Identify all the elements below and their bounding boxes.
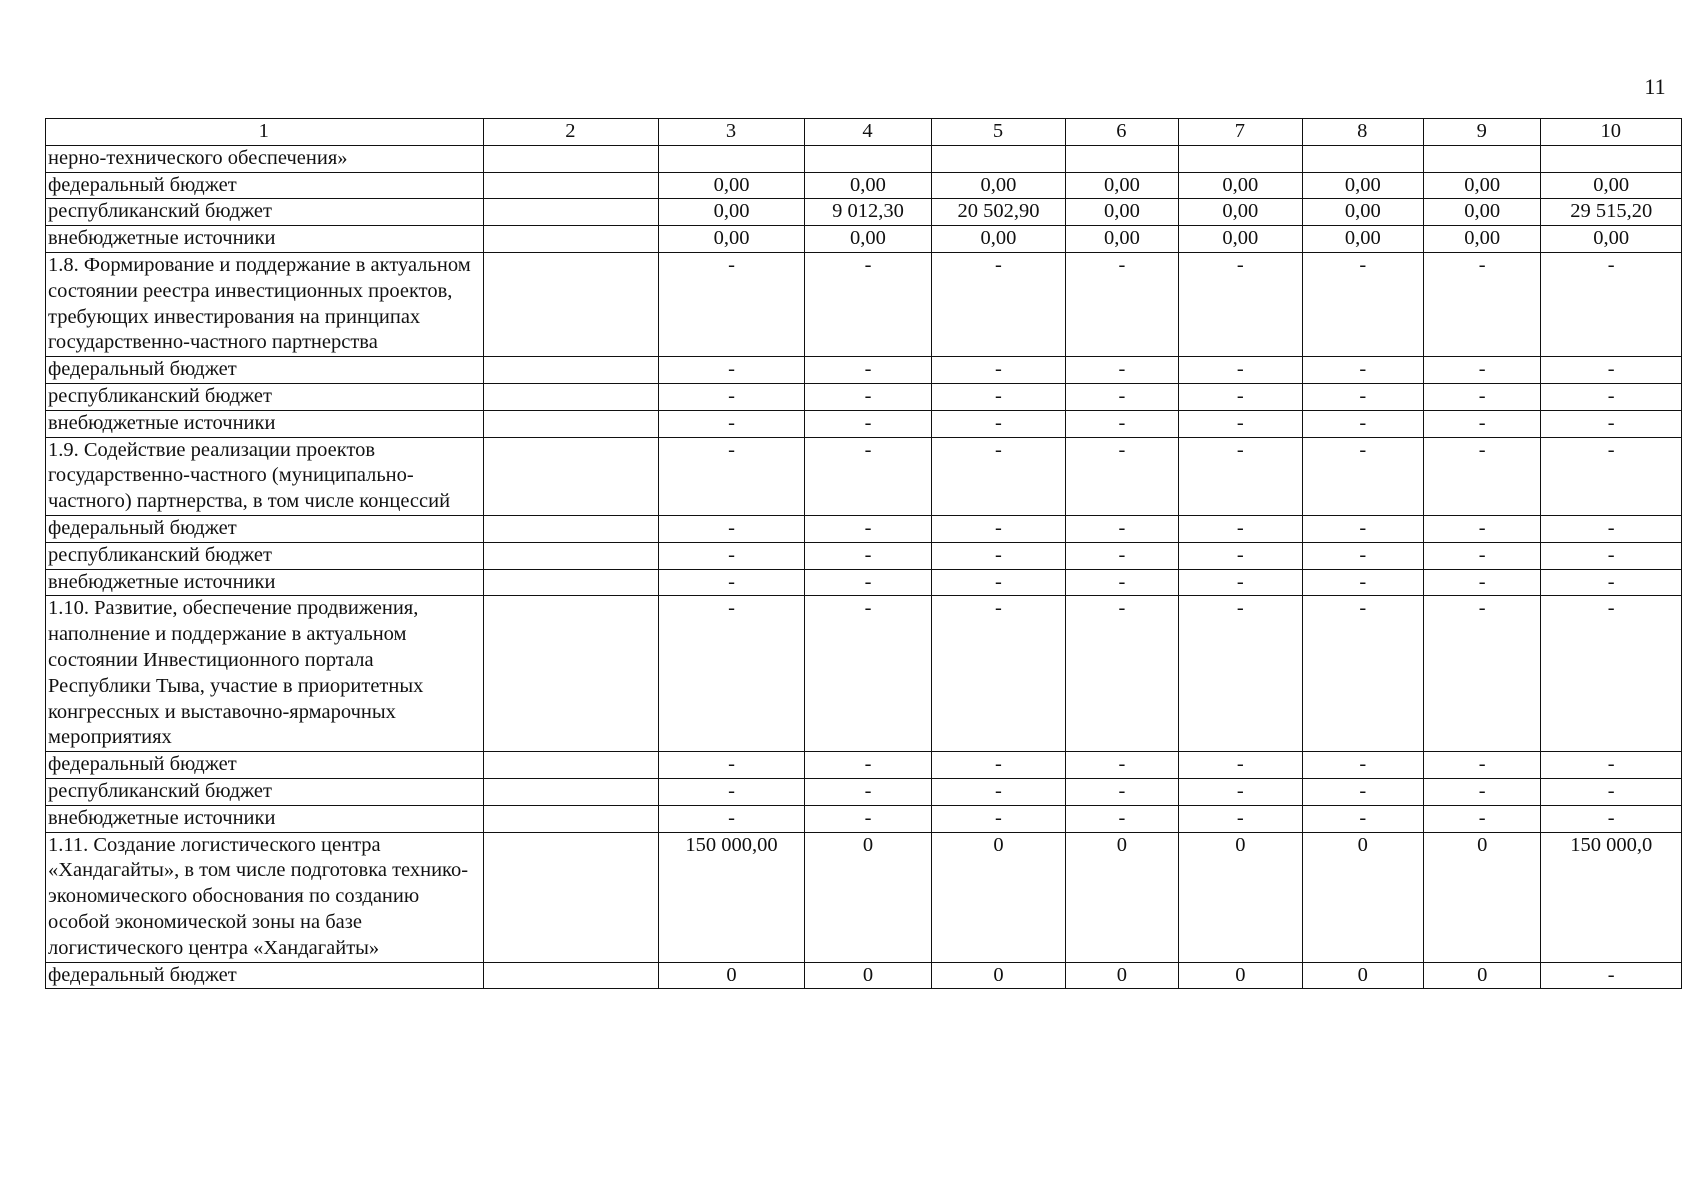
table-row bbox=[46, 199, 1682, 226]
value-cell-col3: 0 bbox=[659, 962, 805, 989]
value-cell-col6: 0,00 bbox=[1065, 199, 1178, 226]
table-header bbox=[46, 119, 1682, 146]
row-label: федеральный бюджет bbox=[46, 357, 484, 384]
row-col2-cell bbox=[483, 172, 659, 199]
value-cell-col5: - bbox=[932, 569, 1065, 596]
row-col2-cell bbox=[483, 437, 659, 515]
value-cell-col10: 150 000,0 bbox=[1541, 832, 1682, 962]
row-col2-cell bbox=[483, 199, 659, 226]
row-label: внебюджетные источники bbox=[46, 569, 484, 596]
value-cell-col10: - bbox=[1541, 410, 1682, 437]
value-cell-col10: 0,00 bbox=[1541, 172, 1682, 199]
value-cell-col7: - bbox=[1179, 596, 1302, 752]
value-cell-col6: 0,00 bbox=[1065, 226, 1178, 253]
value-cell-col10: 0,00 bbox=[1541, 226, 1682, 253]
value-cell-col6: - bbox=[1065, 752, 1178, 779]
row-label: федеральный бюджет bbox=[46, 515, 484, 542]
row-label: нерно-технического обеспечения» bbox=[46, 145, 484, 172]
table-row bbox=[46, 252, 1682, 356]
value-cell-col8: - bbox=[1302, 515, 1423, 542]
value-cell-col5: - bbox=[932, 596, 1065, 752]
value-cell-col10: - bbox=[1541, 752, 1682, 779]
value-cell-col6: - bbox=[1065, 437, 1178, 515]
row-label: 1.9. Содействие реализации проектов государственно-частного (муниципально-частного) партнерства, в том числе концессий bbox=[46, 437, 484, 515]
value-cell-col4: - bbox=[804, 778, 931, 805]
row-label: республиканский бюджет bbox=[46, 542, 484, 569]
value-cell-col10 bbox=[1541, 145, 1682, 172]
header-cell-7: 7 bbox=[1179, 119, 1302, 146]
table-row bbox=[46, 832, 1682, 962]
value-cell-col3: - bbox=[659, 515, 805, 542]
value-cell-col4: - bbox=[804, 252, 931, 356]
value-cell-col3: 150 000,00 bbox=[659, 832, 805, 962]
value-cell-col3: 0,00 bbox=[659, 226, 805, 253]
value-cell-col4: 0 bbox=[804, 962, 931, 989]
header-cell-2: 2 bbox=[483, 119, 659, 146]
row-label: федеральный бюджет bbox=[46, 752, 484, 779]
value-cell-col9: - bbox=[1423, 357, 1540, 384]
row-col2-cell bbox=[483, 778, 659, 805]
value-cell-col10: - bbox=[1541, 252, 1682, 356]
value-cell-col9: - bbox=[1423, 410, 1540, 437]
header-cell-5: 5 bbox=[932, 119, 1065, 146]
value-cell-col5: 0,00 bbox=[932, 226, 1065, 253]
header-row bbox=[46, 119, 1682, 146]
value-cell-col9: - bbox=[1423, 805, 1540, 832]
value-cell-col4: 0,00 bbox=[804, 226, 931, 253]
value-cell-col7: - bbox=[1179, 383, 1302, 410]
value-cell-col3: - bbox=[659, 383, 805, 410]
value-cell-col6: 0,00 bbox=[1065, 172, 1178, 199]
value-cell-col5: - bbox=[932, 778, 1065, 805]
table-row bbox=[46, 569, 1682, 596]
table-row bbox=[46, 805, 1682, 832]
row-col2-cell bbox=[483, 515, 659, 542]
value-cell-col7: - bbox=[1179, 805, 1302, 832]
value-cell-col3: - bbox=[659, 596, 805, 752]
value-cell-col9: - bbox=[1423, 569, 1540, 596]
value-cell-col5: 0 bbox=[932, 832, 1065, 962]
value-cell-col3: - bbox=[659, 542, 805, 569]
value-cell-col4: - bbox=[804, 542, 931, 569]
row-col2-cell bbox=[483, 145, 659, 172]
header-cell-4: 4 bbox=[804, 119, 931, 146]
value-cell-col10: - bbox=[1541, 962, 1682, 989]
value-cell-col7: - bbox=[1179, 357, 1302, 384]
value-cell-col7: 0,00 bbox=[1179, 199, 1302, 226]
row-col2-cell bbox=[483, 596, 659, 752]
row-col2-cell bbox=[483, 962, 659, 989]
table-row bbox=[46, 410, 1682, 437]
header-cell-1: 1 bbox=[46, 119, 484, 146]
value-cell-col10: - bbox=[1541, 437, 1682, 515]
value-cell-col8: 0 bbox=[1302, 832, 1423, 962]
value-cell-col8: - bbox=[1302, 542, 1423, 569]
table-row bbox=[46, 172, 1682, 199]
value-cell-col7: - bbox=[1179, 437, 1302, 515]
row-col2-cell bbox=[483, 752, 659, 779]
value-cell-col10: - bbox=[1541, 805, 1682, 832]
value-cell-col3: 0,00 bbox=[659, 199, 805, 226]
value-cell-col6: - bbox=[1065, 383, 1178, 410]
header-cell-6: 6 bbox=[1065, 119, 1178, 146]
row-label: внебюджетные источники bbox=[46, 805, 484, 832]
value-cell-col10: - bbox=[1541, 542, 1682, 569]
row-label: республиканский бюджет bbox=[46, 778, 484, 805]
row-col2-cell bbox=[483, 805, 659, 832]
table-row bbox=[46, 145, 1682, 172]
value-cell-col7: 0,00 bbox=[1179, 226, 1302, 253]
value-cell-col3: - bbox=[659, 357, 805, 384]
table-row bbox=[46, 596, 1682, 752]
value-cell-col4: 0,00 bbox=[804, 172, 931, 199]
value-cell-col8: - bbox=[1302, 437, 1423, 515]
table-row bbox=[46, 515, 1682, 542]
value-cell-col4: - bbox=[804, 752, 931, 779]
value-cell-col5: 0 bbox=[932, 962, 1065, 989]
value-cell-col5: - bbox=[932, 542, 1065, 569]
value-cell-col9: 0,00 bbox=[1423, 226, 1540, 253]
value-cell-col8: 0,00 bbox=[1302, 199, 1423, 226]
value-cell-col5: 0,00 bbox=[932, 172, 1065, 199]
row-col2-cell bbox=[483, 226, 659, 253]
value-cell-col7: - bbox=[1179, 410, 1302, 437]
value-cell-col6: 0 bbox=[1065, 962, 1178, 989]
value-cell-col6: - bbox=[1065, 252, 1178, 356]
value-cell-col9: - bbox=[1423, 778, 1540, 805]
value-cell-col6: - bbox=[1065, 805, 1178, 832]
row-col2-cell bbox=[483, 383, 659, 410]
value-cell-col9: 0,00 bbox=[1423, 199, 1540, 226]
value-cell-col5 bbox=[932, 145, 1065, 172]
value-cell-col9: - bbox=[1423, 383, 1540, 410]
value-cell-col4: - bbox=[804, 383, 931, 410]
value-cell-col5: - bbox=[932, 252, 1065, 356]
row-col2-cell bbox=[483, 832, 659, 962]
value-cell-col10: - bbox=[1541, 569, 1682, 596]
header-cell-10: 10 bbox=[1541, 119, 1682, 146]
value-cell-col8: - bbox=[1302, 805, 1423, 832]
value-cell-col8: - bbox=[1302, 410, 1423, 437]
value-cell-col6: - bbox=[1065, 515, 1178, 542]
row-label: внебюджетные источники bbox=[46, 226, 484, 253]
row-label: республиканский бюджет bbox=[46, 199, 484, 226]
value-cell-col5: - bbox=[932, 752, 1065, 779]
value-cell-col6 bbox=[1065, 145, 1178, 172]
value-cell-col7: - bbox=[1179, 778, 1302, 805]
row-col2-cell bbox=[483, 569, 659, 596]
row-label: федеральный бюджет bbox=[46, 172, 484, 199]
value-cell-col6: - bbox=[1065, 542, 1178, 569]
value-cell-col4: - bbox=[804, 357, 931, 384]
value-cell-col10: - bbox=[1541, 596, 1682, 752]
row-label: 1.10. Развитие, обеспечение продвижения, наполнение и поддержание в актуальном состоянии Инвестиционного портала Республики Тыва, участие в приоритетных конгрессных и выставочно-ярмарочных мероприятиях bbox=[46, 596, 484, 752]
header-cell-8: 8 bbox=[1302, 119, 1423, 146]
value-cell-col3: 0,00 bbox=[659, 172, 805, 199]
value-cell-col9: - bbox=[1423, 752, 1540, 779]
value-cell-col5: - bbox=[932, 515, 1065, 542]
value-cell-col8: 0 bbox=[1302, 962, 1423, 989]
row-col2-cell bbox=[483, 357, 659, 384]
row-col2-cell bbox=[483, 252, 659, 356]
value-cell-col7: - bbox=[1179, 542, 1302, 569]
value-cell-col9: - bbox=[1423, 596, 1540, 752]
row-col2-cell bbox=[483, 410, 659, 437]
value-cell-col8: - bbox=[1302, 252, 1423, 356]
value-cell-col7: 0 bbox=[1179, 962, 1302, 989]
value-cell-col4 bbox=[804, 145, 931, 172]
table-row bbox=[46, 437, 1682, 515]
value-cell-col8: - bbox=[1302, 569, 1423, 596]
table-row bbox=[46, 383, 1682, 410]
row-label: федеральный бюджет bbox=[46, 962, 484, 989]
value-cell-col8: 0,00 bbox=[1302, 172, 1423, 199]
value-cell-col7: 0,00 bbox=[1179, 172, 1302, 199]
value-cell-col3: - bbox=[659, 410, 805, 437]
value-cell-col4: - bbox=[804, 805, 931, 832]
value-cell-col10: - bbox=[1541, 357, 1682, 384]
value-cell-col9: - bbox=[1423, 252, 1540, 356]
value-cell-col8: - bbox=[1302, 778, 1423, 805]
row-label: 1.8. Формирование и поддержание в актуальном состоянии реестра инвестиционных проектов, требующих инвестирования на принципах государственно-частного партнерства bbox=[46, 252, 484, 356]
table-row bbox=[46, 542, 1682, 569]
value-cell-col6: - bbox=[1065, 357, 1178, 384]
value-cell-col7: - bbox=[1179, 252, 1302, 356]
value-cell-col8 bbox=[1302, 145, 1423, 172]
value-cell-col9: - bbox=[1423, 437, 1540, 515]
table-row bbox=[46, 357, 1682, 384]
row-label: внебюджетные источники bbox=[46, 410, 484, 437]
value-cell-col4: - bbox=[804, 410, 931, 437]
value-cell-col4: - bbox=[804, 515, 931, 542]
value-cell-col4: - bbox=[804, 596, 931, 752]
value-cell-col5: - bbox=[932, 383, 1065, 410]
value-cell-col4: - bbox=[804, 569, 931, 596]
value-cell-col4: 9 012,30 bbox=[804, 199, 931, 226]
table-row bbox=[46, 778, 1682, 805]
value-cell-col3: - bbox=[659, 778, 805, 805]
value-cell-col9: 0 bbox=[1423, 832, 1540, 962]
value-cell-col5: - bbox=[932, 437, 1065, 515]
value-cell-col7 bbox=[1179, 145, 1302, 172]
value-cell-col9: - bbox=[1423, 515, 1540, 542]
value-cell-col10: - bbox=[1541, 778, 1682, 805]
value-cell-col10: - bbox=[1541, 515, 1682, 542]
header-cell-9: 9 bbox=[1423, 119, 1540, 146]
table-row bbox=[46, 962, 1682, 989]
value-cell-col5: - bbox=[932, 410, 1065, 437]
value-cell-col8: - bbox=[1302, 596, 1423, 752]
value-cell-col7: - bbox=[1179, 569, 1302, 596]
value-cell-col3: - bbox=[659, 252, 805, 356]
header-cell-3: 3 bbox=[659, 119, 805, 146]
row-label: республиканский бюджет bbox=[46, 383, 484, 410]
value-cell-col3: - bbox=[659, 569, 805, 596]
value-cell-col3 bbox=[659, 145, 805, 172]
value-cell-col8: - bbox=[1302, 357, 1423, 384]
value-cell-col6: - bbox=[1065, 569, 1178, 596]
row-label: 1.11. Создание логистического центра «Хандагайты», в том числе подготовка технико-экономического обоснования по созданию особой экономической зоны на базе логистического центра «Хандагайты» bbox=[46, 832, 484, 962]
value-cell-col7: - bbox=[1179, 752, 1302, 779]
table-row bbox=[46, 752, 1682, 779]
value-cell-col9: 0 bbox=[1423, 962, 1540, 989]
value-cell-col8: - bbox=[1302, 383, 1423, 410]
value-cell-col9: - bbox=[1423, 542, 1540, 569]
value-cell-col10: 29 515,20 bbox=[1541, 199, 1682, 226]
table-row bbox=[46, 226, 1682, 253]
value-cell-col3: - bbox=[659, 437, 805, 515]
value-cell-col9: 0,00 bbox=[1423, 172, 1540, 199]
value-cell-col8: 0,00 bbox=[1302, 226, 1423, 253]
page-number: 11 bbox=[1644, 74, 1666, 99]
table-body bbox=[46, 145, 1682, 989]
row-col2-cell bbox=[483, 542, 659, 569]
value-cell-col7: 0 bbox=[1179, 832, 1302, 962]
value-cell-col10: - bbox=[1541, 383, 1682, 410]
value-cell-col9 bbox=[1423, 145, 1540, 172]
value-cell-col8: - bbox=[1302, 752, 1423, 779]
value-cell-col5: 20 502,90 bbox=[932, 199, 1065, 226]
value-cell-col3: - bbox=[659, 752, 805, 779]
value-cell-col6: - bbox=[1065, 596, 1178, 752]
value-cell-col4: 0 bbox=[804, 832, 931, 962]
budget-table bbox=[45, 118, 1682, 989]
value-cell-col5: - bbox=[932, 357, 1065, 384]
value-cell-col6: - bbox=[1065, 410, 1178, 437]
value-cell-col6: 0 bbox=[1065, 832, 1178, 962]
value-cell-col4: - bbox=[804, 437, 931, 515]
value-cell-col7: - bbox=[1179, 515, 1302, 542]
value-cell-col6: - bbox=[1065, 778, 1178, 805]
value-cell-col5: - bbox=[932, 805, 1065, 832]
value-cell-col3: - bbox=[659, 805, 805, 832]
